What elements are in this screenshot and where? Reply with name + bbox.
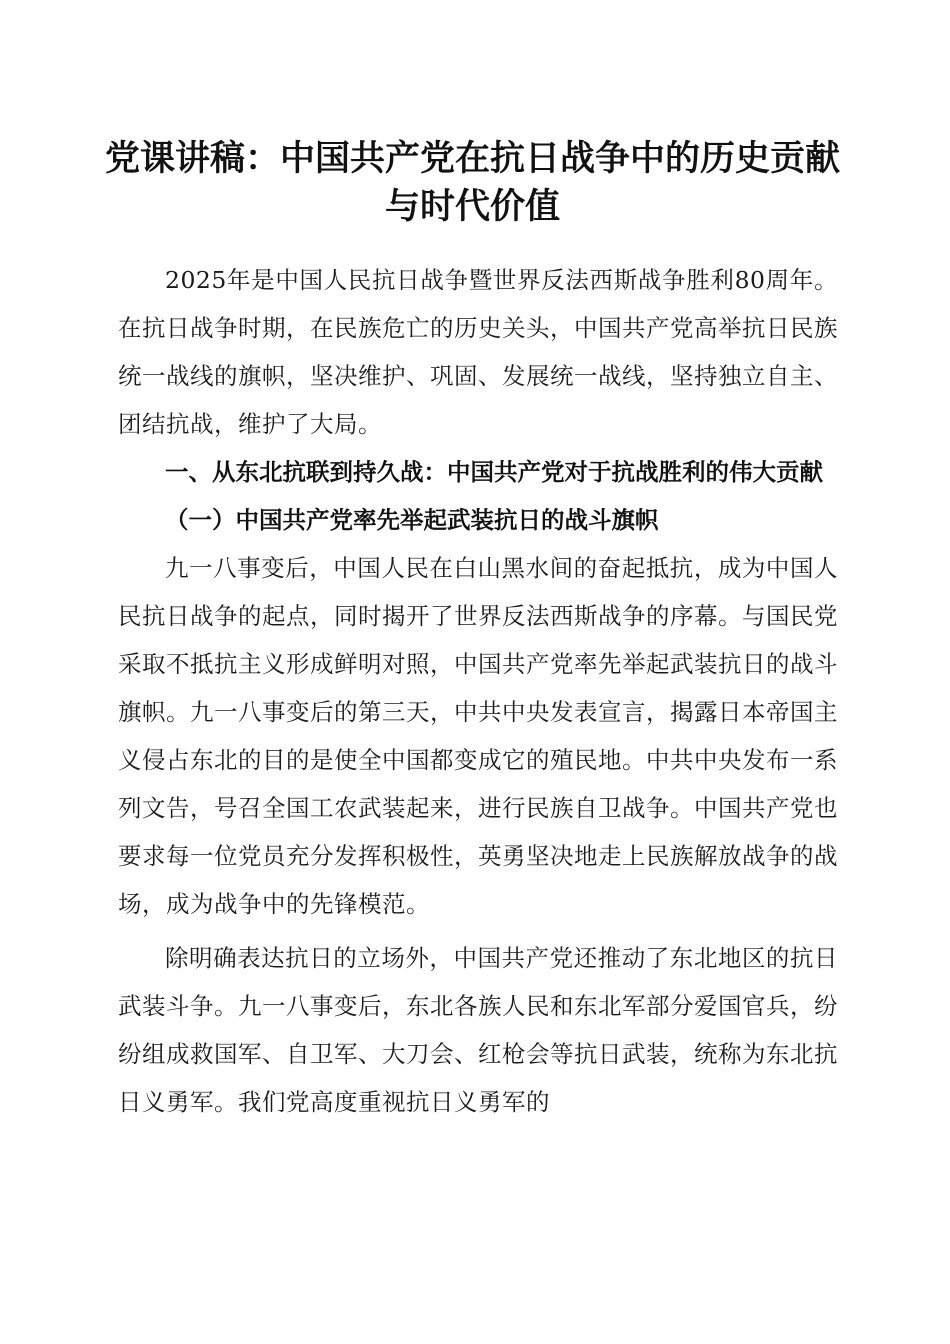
document-body [118,256,838,1126]
intro-paragraph: 2025年是中国人民抗日战争暨世界反法西斯战争胜利80周年。在抗日战争时期，在民族危亡的历史关头，中国共产党高举抗日民族统一战线的旗帜，坚决维护、巩固、发展统一战线，坚持独立自主、团结抗战，维护了大局。 [118,266,838,438]
body-paragraph-2: 除明确表达抗日的立场外，中国共产党还推动了东北地区的抗日武装斗争。九一八事变后，东北各族人民和东北军部分爱国官兵，纷纷组成救国军、自卫军、大刀会、红枪会等抗日武装，统称为东北抗日义勇军。我们党高度重视抗日义勇军的 [118,944,838,1116]
document-title: 党课讲稿：中国共产党在抗日战争中的历史贡献与时代价值 [104,138,840,227]
body-paragraph-1: 九一八事变后，中国人民在白山黑水间的奋起抵抗，成为中国人民抗日战争的起点，同时揭开了世界反法西斯战争的序幕。与国民党采取不抵抗主义形成鲜明对照，中国共产党率先举起武装抗日的战斗旗帜。九一八事变后的第三天，中共中央发表宣言，揭露日本帝国主义侵占东北的目的是使全中国都变成它的殖民地。中共中央发布一系列文告，号召全国工农武装起来，进行民族自卫战争。中国共产党也要求每一位党员充分发挥积极性，英勇坚决地走上民族解放战争的战场，成为战争中的先锋模范。 [118,554,838,918]
subsection-heading: （一）中国共产党率先举起武装抗日的战斗旗帜 [165,506,659,534]
section-heading: 一、从东北抗联到持久战：中国共产党对于抗战胜利的伟大贡献 [165,458,823,486]
